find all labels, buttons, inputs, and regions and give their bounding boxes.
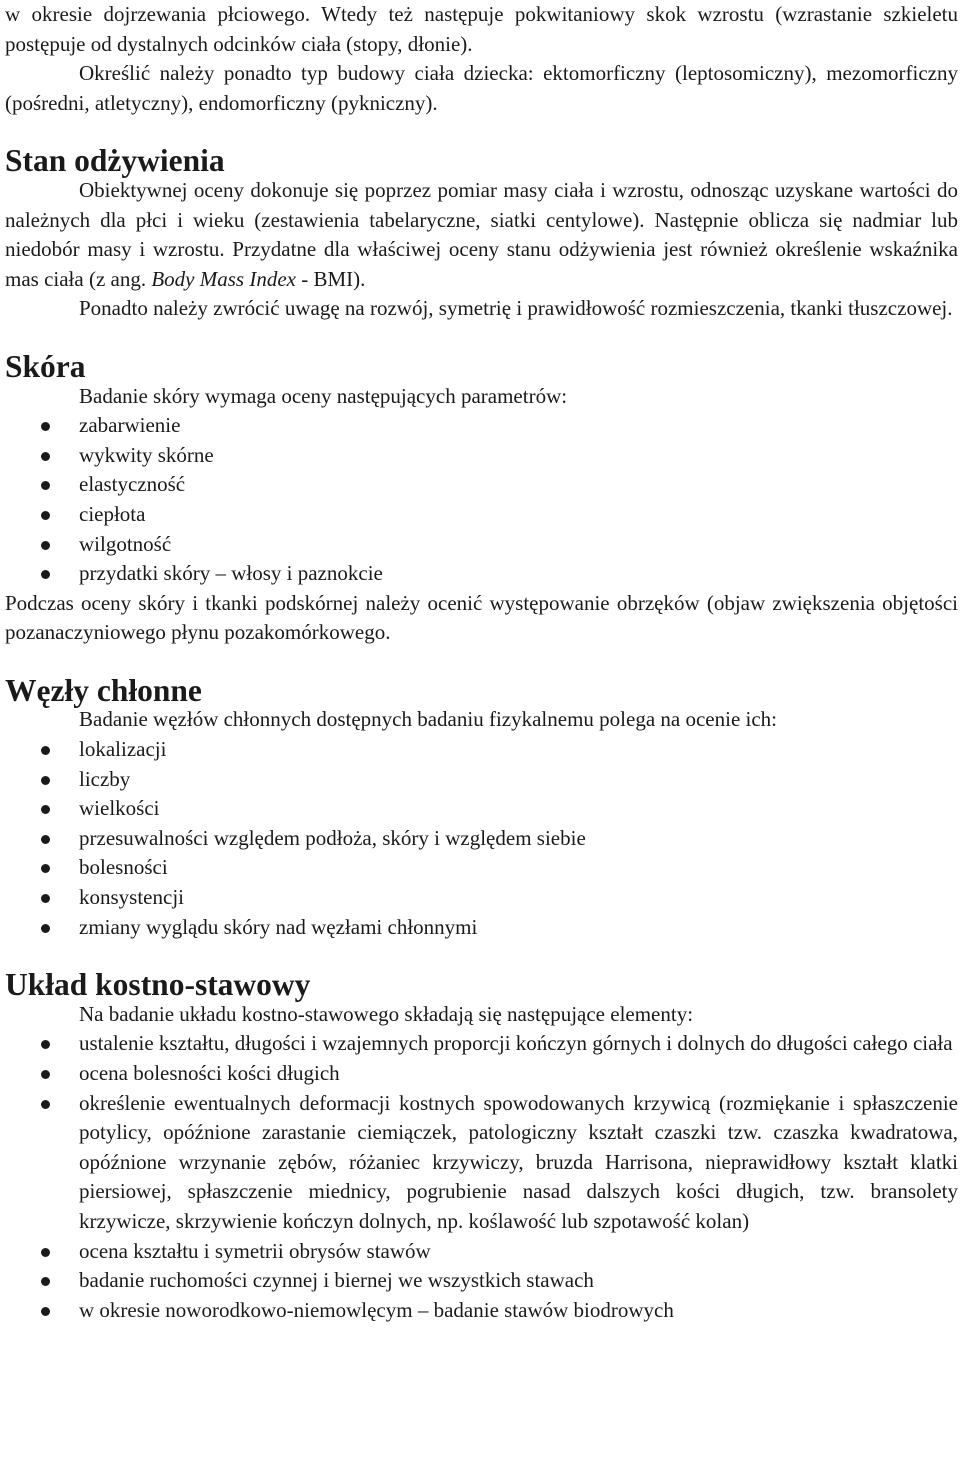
intro-paragraph: w okresie dojrzewania płciowego. Wtedy też następuje pokwitaniowy skok wzrostu (wzrastanie szkieletu postępuje od dystalnych odcinków ciała (stopy, dłonie). <box>5 2 958 56</box>
list-item: elastyczność <box>5 470 958 500</box>
list-item: przesuwalności względem podłoża, skóry i względem siebie <box>5 824 958 854</box>
list-item: liczby <box>5 765 958 795</box>
nutrition-paragraph: Obiektywnej oceny dokonuje się poprzez pomiar masy ciała i wzrostu, odnosząc uzyskane wartości do należnych dla płci i wieku (zestawienia tabelaryczne, siatki centylowe). Następnie oblicza się nadmiar lub niedobór masy i wzrostu. Przydatne dla właściwej oceny stanu odżywienia jest również określenie wskaźnika mas ciała (z ang. Body Mass Index - BMI). <box>5 177 958 291</box>
bullet-icon <box>41 746 50 755</box>
nutrition-heading: Stan odżywienia <box>5 143 225 179</box>
edema-paragraph: Podczas oceny skóry i tkanki podskórnej należy ocenić występowanie obrzęków (objaw zwiększenia objętości pozanaczyniowego płynu pozakomórkowego. <box>5 590 958 645</box>
bullet-icon <box>41 864 50 873</box>
list-item: wielkości <box>5 794 958 824</box>
bullet-icon <box>41 805 50 814</box>
list-item: wilgotność <box>5 530 958 560</box>
skeletal-system-lead: Na badanie układu kostno-stawowego składają się następujące elementy: <box>79 1001 694 1026</box>
list-item: konsystencji <box>5 883 958 913</box>
bullet-icon <box>41 1248 50 1257</box>
lymph-nodes-list <box>5 735 958 942</box>
bullet-icon <box>41 894 50 903</box>
list-item: określenie ewentualnych deformacji kostnych spowodowanych krzywicą (rozmiękanie i spłaszczenie potylicy, opóźnione zarastanie ciemiączek, patologiczny kształt czaszki tzw. czaszka kwadratowa, opóźnione wrzynanie zębów, różaniec krzywiczy, bruzda Harrisona, nieprawidłowy kształt klatki piersiowej, spłaszczenie miednicy, pogrubienie nasad dalszych kości długich, tzw. bransolety krzywicze, skrzywienie kończyn dolnych, np. koślawość lub szpotawość kolan) <box>5 1089 958 1237</box>
lymph-nodes-lead: Badanie węzłów chłonnych dostępnych badaniu fizykalnemu polega na ocenie ich: <box>79 707 778 732</box>
skin-heading: Skóra <box>5 348 86 384</box>
list-item: badanie ruchomości czynnej i biernej we wszystkich stawach <box>5 1266 958 1296</box>
bullet-icon <box>41 1040 50 1049</box>
skeletal-system-list <box>5 1029 958 1325</box>
bullet-icon <box>41 776 50 785</box>
list-item: zmiany wyglądu skóry nad węzłami chłonnymi <box>5 913 958 943</box>
list-item: przydatki skóry – włosy i paznokcie <box>5 559 958 589</box>
list-item: w okresie noworodkowo-niemowlęcym – badanie stawów biodrowych <box>5 1296 958 1326</box>
fat-tissue-paragraph: Ponadto należy zwrócić uwagę na rozwój, symetrię i prawidłowość rozmieszczenia, tkanki tłuszczowej. <box>79 296 953 321</box>
body-type-paragraph: Określić należy ponadto typ budowy ciała dziecka: ektomorficzny (leptosomiczny), mezomorficzny (pośredni, atletyczny), endomorficzny (pykniczny). <box>5 61 958 115</box>
bullet-icon <box>41 570 50 579</box>
bullet-icon <box>41 452 50 461</box>
bullet-icon <box>41 924 50 933</box>
skin-lead: Badanie skóry wymaga oceny następujących parametrów: <box>79 383 568 408</box>
list-item: ocena kształtu i symetrii obrysów stawów <box>5 1237 958 1267</box>
bullet-icon <box>41 1277 50 1286</box>
list-item: ciepłota <box>5 500 958 530</box>
list-item: zabarwienie <box>5 411 958 441</box>
bullet-icon <box>41 1100 50 1109</box>
bmi-term: Body Mass Index <box>151 266 296 291</box>
bullet-icon <box>41 541 50 550</box>
bullet-icon <box>41 835 50 844</box>
list-item: ustalenie kształtu, długości i wzajemnych proporcji kończyn górnych i dolnych do długości całego ciała <box>5 1029 958 1059</box>
skin-parameter-list <box>5 411 958 589</box>
list-item: bolesności <box>5 853 958 883</box>
skeletal-system-heading: Układ kostno-stawowy <box>5 967 311 1003</box>
lymph-nodes-heading: Węzły chłonne <box>5 672 202 708</box>
bullet-icon <box>41 1070 50 1079</box>
bullet-icon <box>41 1307 50 1316</box>
bullet-icon <box>41 511 50 520</box>
bullet-icon <box>41 481 50 490</box>
list-item: wykwity skórne <box>5 441 958 471</box>
bullet-icon <box>41 422 50 431</box>
list-item: lokalizacji <box>5 735 958 765</box>
list-item: ocena bolesności kości długich <box>5 1059 958 1089</box>
